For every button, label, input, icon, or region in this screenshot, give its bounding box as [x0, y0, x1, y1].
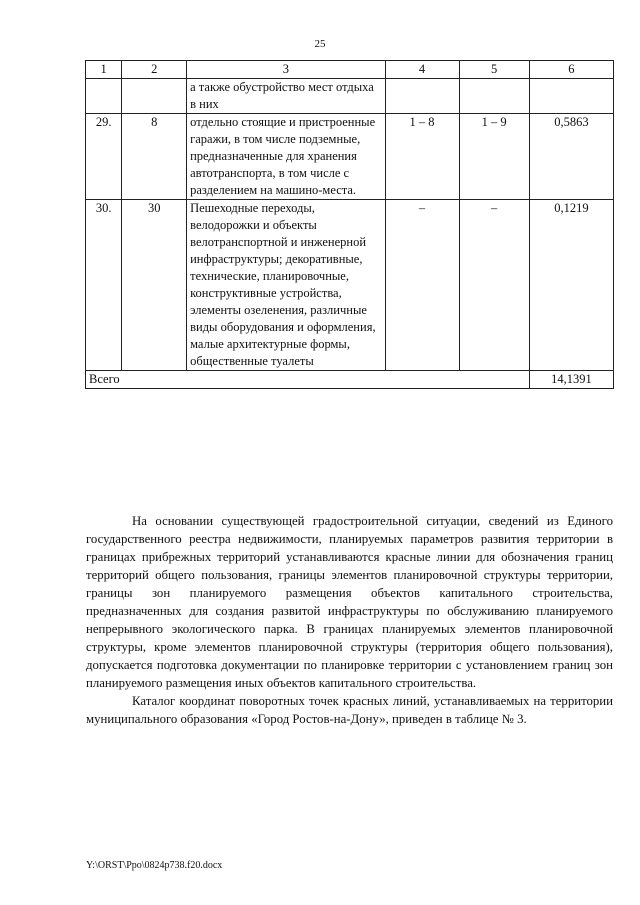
row-description: отдельно стоящие и пристроенные гаражи, в том числе подземные, предназначенные для хранения автотранспорта, в том числе с разделением на машино-места. [187, 114, 385, 200]
cell-col5: 1 – 9 [459, 114, 529, 200]
column-header: 1 [86, 61, 122, 79]
zone-code [122, 79, 187, 114]
row-area: 0,1219 [529, 200, 613, 371]
row-area: 0,5863 [529, 114, 613, 200]
column-header: 2 [122, 61, 187, 79]
row-number: 30. [86, 200, 122, 371]
row-description: а также обустройство мест отдыха в них [187, 79, 385, 114]
column-header: 4 [385, 61, 459, 79]
cell-col4: 1 – 8 [385, 114, 459, 200]
land-use-table [85, 60, 614, 389]
table-row [86, 79, 614, 114]
document-file-path: Y:\ORST\Ppo\0824p738.f20.docx [86, 860, 223, 871]
column-header: 5 [459, 61, 529, 79]
column-header: 3 [187, 61, 385, 79]
row-description: Пешеходные переходы, велодорожки и объекты велотранспортной и инженерной инфраструктуры; декоративные, технические, планировочные, конструктивные устройства, элементы озеленения, различные виды оборудования и оформления, малые архитектурные формы, общественные туалеты [187, 200, 385, 371]
zone-code: 8 [122, 114, 187, 200]
table-row [86, 114, 614, 200]
table-header-row [86, 61, 614, 79]
page-number: 25 [314, 38, 326, 50]
column-header: 6 [529, 61, 613, 79]
cell-col5 [459, 79, 529, 114]
row-number [86, 79, 122, 114]
cell-col4 [385, 79, 459, 114]
paragraph-red-lines: На основании существующей градостроительной ситуации, сведений из Единого государственного реестра недвижимости, планируемых параметров развития территории в границах прибрежных территорий устанавливаются красные линии для обозначения границ территорий общего пользования, границы элементов планировочной структуры территории, границы зон планируемого размещения объектов капитального строительства, предназначенных для создания развитой инфраструктуры по обслуживанию планируемого непрерывного экологического парка. В границах планируемых элементов планировочной структуры, кроме элементов планировочной структуры (территория общего пользования), допускается подготовка документации по планировке территории с установлением границ зон планируемого размещения иных объектов капитального строительства. [86, 514, 613, 690]
paragraph-coordinates-catalog: Каталог координат поворотных точек красных линий, устанавливаемых на территории муниципального образования «Город Ростов-на-Дону», приведен в таблице № 3. [86, 694, 613, 726]
body-text [86, 512, 613, 728]
table-row [86, 200, 614, 371]
total-row [86, 371, 614, 389]
row-number: 29. [86, 114, 122, 200]
total-value: 14,1391 [529, 371, 613, 389]
row-area [529, 79, 613, 114]
cell-col4: – [385, 200, 459, 371]
total-label: Всего [86, 371, 530, 389]
cell-col5: – [459, 200, 529, 371]
zone-code: 30 [122, 200, 187, 371]
